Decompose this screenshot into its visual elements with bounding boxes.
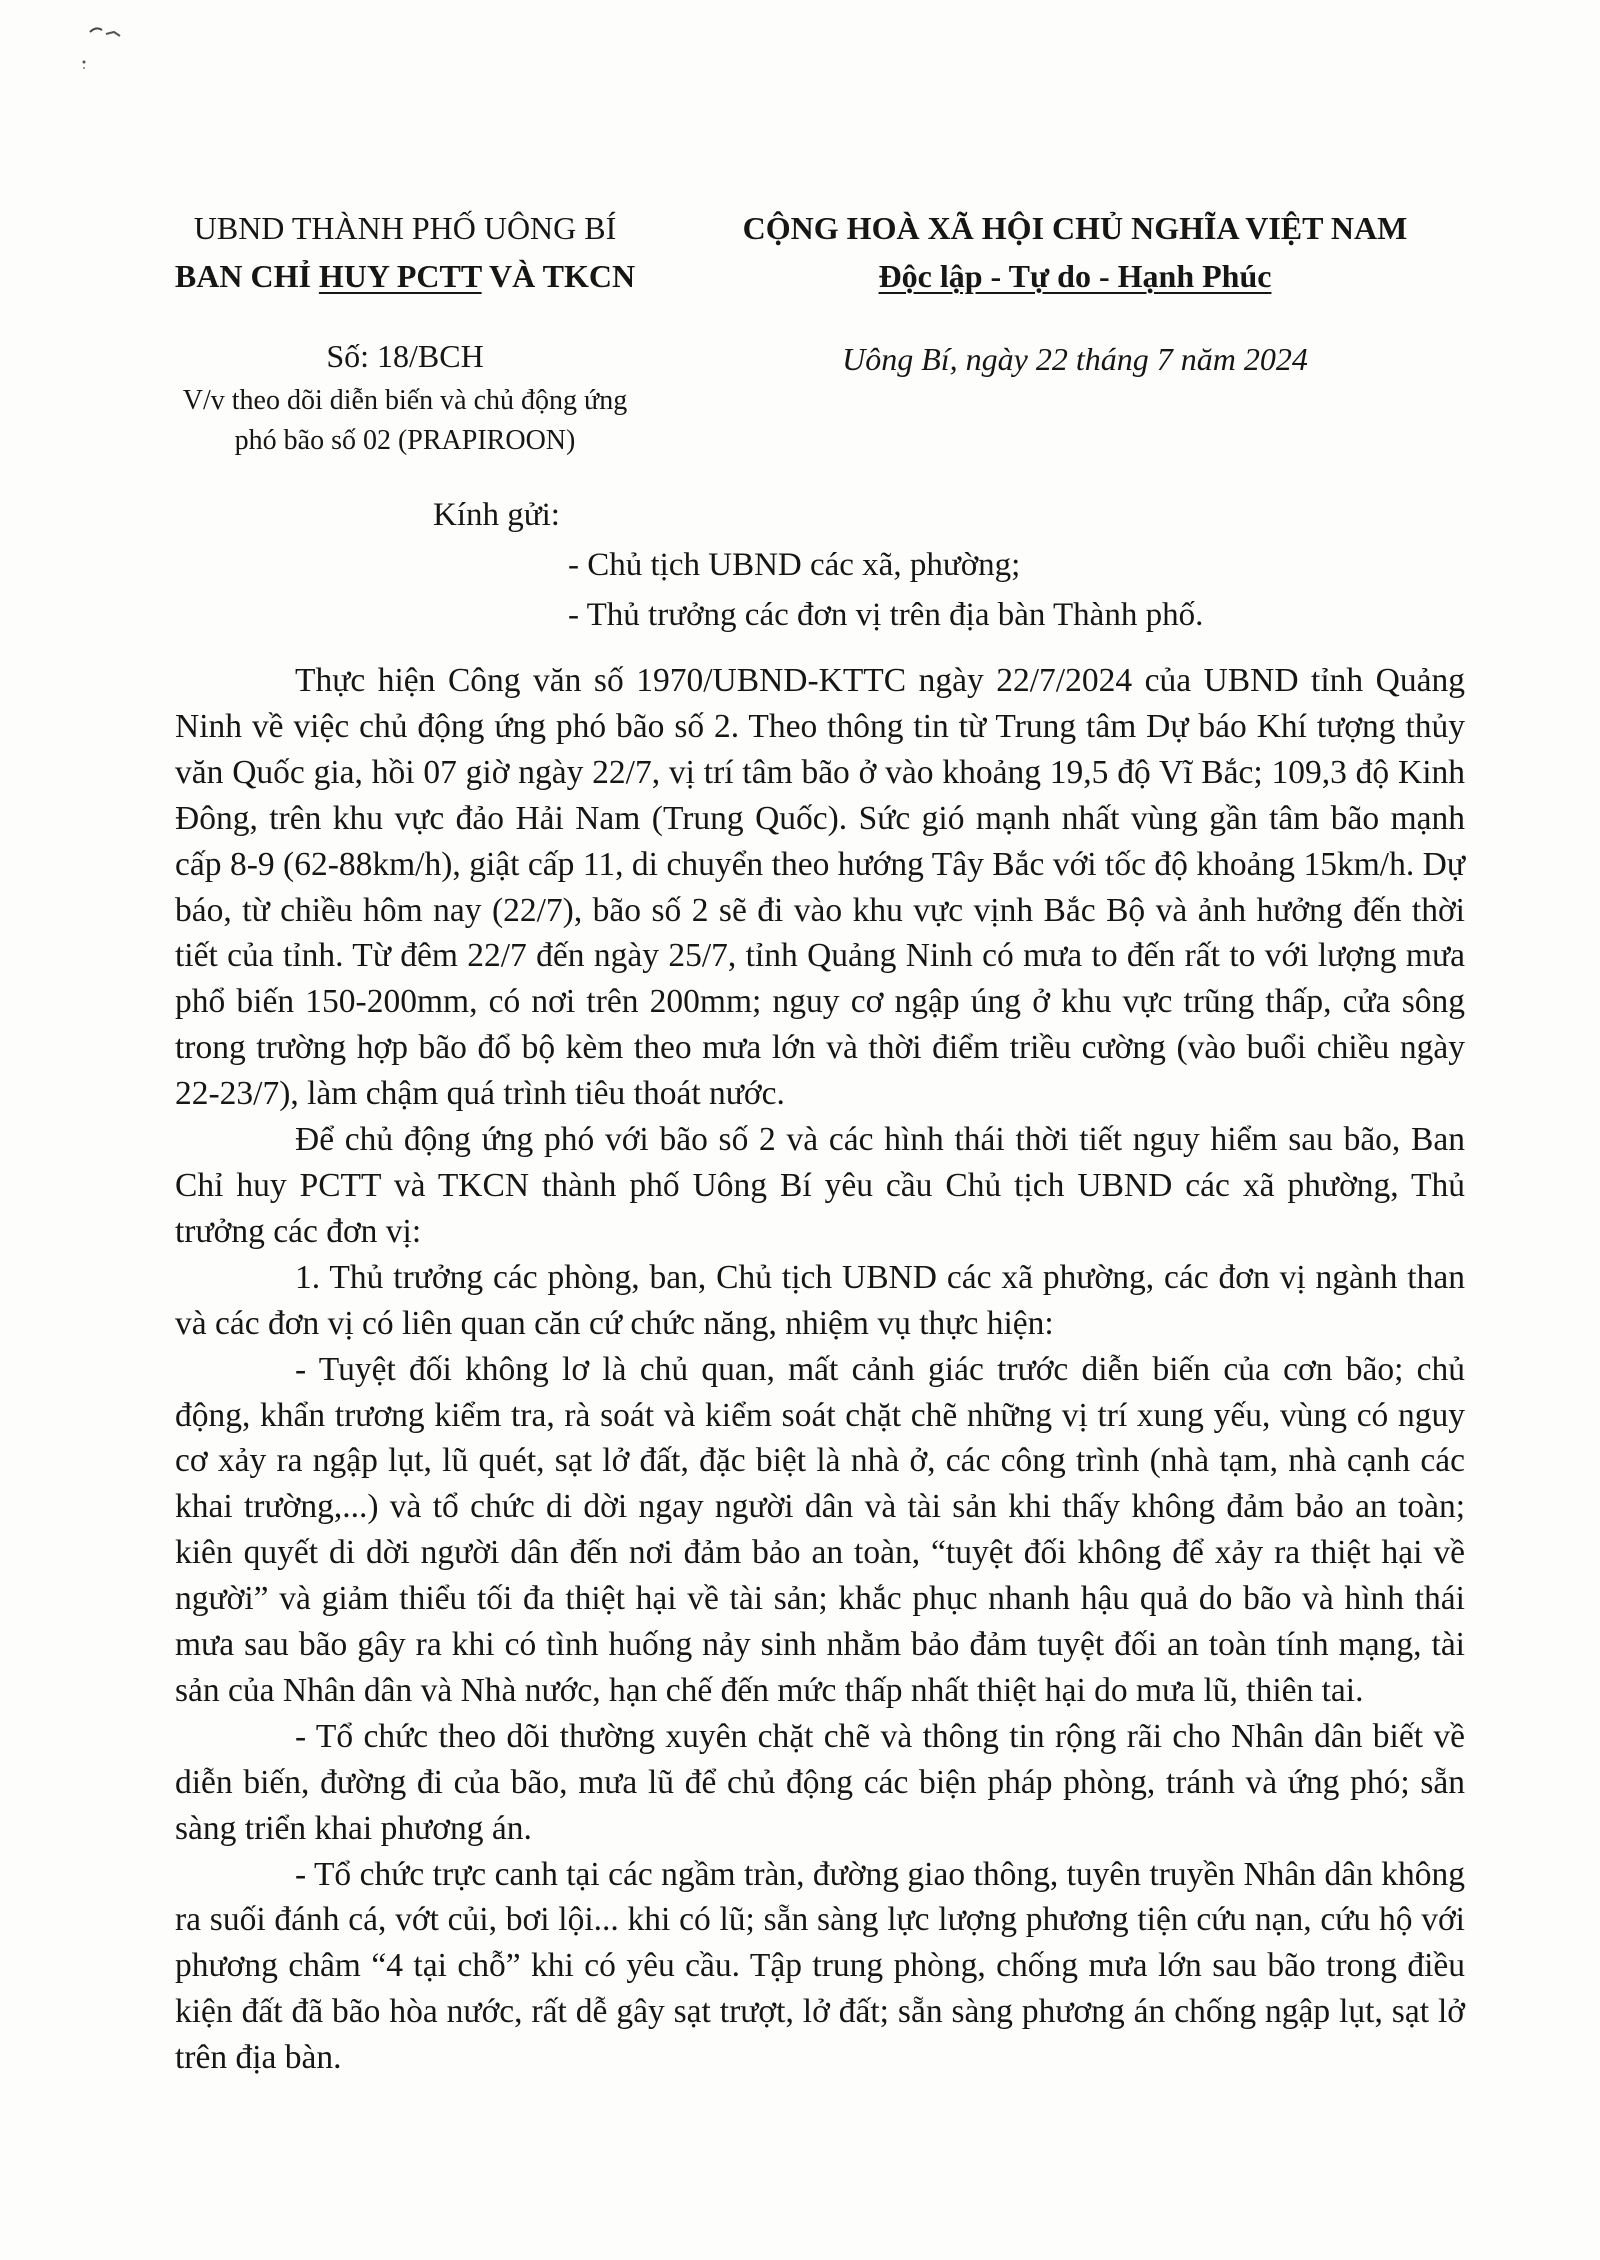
country-name: CỘNG HOÀ XÃ HỘI CHỦ NGHĨA VIỆT NAM	[742, 210, 1408, 246]
body-paragraph: - Tuyệt đối không lơ là chủ quan, mất cảnh giác trước diễn biến của cơn bão; chủ động, khẩn trương kiểm tra, rà soát và kiểm soát chặt chẽ những vị trí xung yếu, vùng có nguy cơ xảy ra ngập lụt, lũ quét, sạt lở đất, đặc biệt là nhà ở, các công trình (nhà tạm, nhà cạnh các khai trường,...) và tổ chức di dời ngay người dân và tài sản khi thấy không đảm bảo an toàn; kiên quyết di dời người dân đến nơi đảm bảo an toàn, “tuyệt đối không để xảy ra thiệt hại về người” và giảm thiểu tối đa thiệt hại về tài sản; khắc phục nhanh hậu quả do bão và hình thái mưa sau bão gây ra khi có tình huống nảy sinh nhằm bảo đảm tuyệt đối an toàn tính mạng, tài sản của Nhân dân và Nhà nước, hạn chế đến mức thấp nhất thiệt hại do mưa lũ, thiên tai.	[175, 1350, 1465, 1709]
body-paragraph: Thực hiện Công văn số 1970/UBND-KTTC ngày 22/7/2024 của UBND tỉnh Quảng Ninh về việc chủ động ứng phó bão số 2. Theo thông tin từ Trung tâm Dự báo Khí tượng thủy văn Quốc gia, hồi 07 giờ ngày 22/7, vị trí tâm bão ở vào khoảng 19,5 độ Vĩ Bắc; 109,3 độ Kinh Đông, trên khu vực đảo Hải Nam (Trung Quốc). Sức gió mạnh nhất vùng gần tâm bão mạnh cấp 8-9 (62-88km/h), giật cấp 11, di chuyển theo hướng Tây Bắc với tốc độ khoảng 15km/h. Dự báo, từ chiều hôm nay (22/7), bão số 2 sẽ đi vào khu vực vịnh Bắc Bộ và ảnh hưởng đến thời tiết của tỉnh. Từ đêm 22/7 đến ngày 25/7, tỉnh Quảng Ninh có mưa to đến rất to với lượng mưa phổ biến 150-200mm, có nơi trên 200mm; nguy cơ ngập úng ở khu vực trũng thấp, cửa sông trong trường hợp bão đổ bộ kèm theo mưa lớn và thời điểm triều cường (vào buổi chiều ngày 22-23/7), làm chậm quá trình tiêu thoát nước.	[175, 662, 1465, 1113]
body-paragraph: 1. Thủ trưởng các phòng, ban, Chủ tịch UBND các xã phường, các đơn vị ngành than và các đơn vị có liên quan căn cứ chức năng, nhiệm vụ thực hiện:	[175, 1258, 1465, 1342]
recipients-title: Kính gửi:	[433, 497, 560, 533]
agency-name-underlined: HUY PCTT	[318, 258, 482, 294]
national-motto: Độc lập - Tự do - Hạnh Phúc	[878, 258, 1272, 294]
agency-name	[150, 252, 660, 300]
agency-name-part: BAN CHỈ	[174, 258, 319, 294]
agency-parent: UBND THÀNH PHỐ UÔNG BÍ	[193, 210, 617, 246]
issuing-agency-block	[150, 204, 660, 461]
body-paragraph: - Tổ chức trực canh tại các ngầm tràn, đường giao thông, tuyên truyền Nhân dân không ra suối đánh cá, vớt củi, bơi lội... khi có lũ; sẵn sàng lực lượng phương tiện cứu nạn, cứu hộ với phương châm “4 tại chỗ” khi có yêu cầu. Tập trung phòng, chống mưa lớn sau bão trong điều kiện đất đã bão hòa nước, rất dễ gây sạt trượt, lở đất; sẵn sàng phương án chống ngập lụt, sạt lở trên địa bàn.	[175, 1855, 1465, 2077]
scan-mark-icon	[80, 20, 140, 80]
recipient-item: - Thủ trưởng các đơn vị trên địa bàn Thành phố.	[568, 597, 1204, 633]
document-body	[175, 658, 1465, 2081]
document-date: Uông Bí, ngày 22 tháng 7 năm 2024	[842, 341, 1308, 377]
national-motto-block	[690, 204, 1460, 378]
document-subject	[150, 381, 660, 461]
recipients-block	[433, 490, 1203, 640]
subject-line: phó bão số 02 (PRAPIROON)	[234, 425, 576, 456]
subject-line: V/v theo dõi diễn biến và chủ động ứng	[182, 385, 628, 416]
agency-name-part: VÀ TKCN	[481, 258, 636, 294]
recipient-item: - Chủ tịch UBND các xã, phường;	[568, 547, 1021, 583]
motto-wrap	[690, 252, 1460, 300]
body-paragraph: Để chủ động ứng phó với bão số 2 và các hình thái thời tiết nguy hiểm sau bão, Ban Chỉ huy PCTT và TKCN thành phố Uông Bí yêu cầu Chủ tịch UBND các xã phường, Thủ trưởng các đơn vị:	[175, 1121, 1465, 1250]
document-number: Số: 18/BCH	[326, 338, 484, 374]
body-paragraph: - Tổ chức theo dõi thường xuyên chặt chẽ và thông tin rộng rãi cho Nhân dân biết về diễn biến, đường đi của bão, mưa lũ để chủ động các biện pháp phòng, tránh và ứng phó; sẵn sàng triển khai phương án.	[175, 1717, 1465, 1847]
